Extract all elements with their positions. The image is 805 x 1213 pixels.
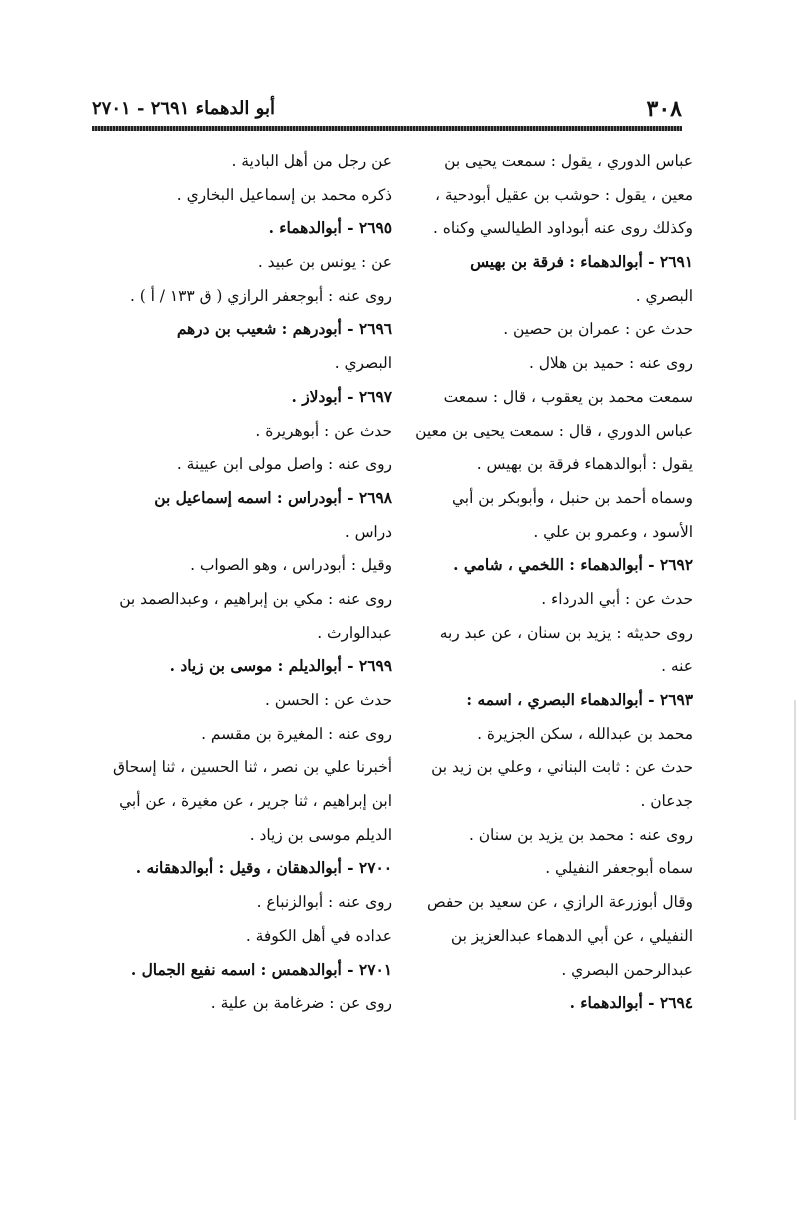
text-line: سماه أبوجعفر النفيلي . [545, 859, 693, 878]
text-line: محمد بن عبدالله ، سكن الجزيرة . [477, 724, 693, 743]
entry-heading: ٢٦٩١ - أبوالدهماء : فرقة بن بهيس [470, 253, 693, 272]
text-line: روى عنه : حميد بن هلال . [528, 354, 693, 373]
entry-heading: ٢٦٩٧ - أبودلاز . [291, 387, 392, 406]
text-line: روى عنه : المغيرة بن مقسم . [201, 724, 392, 743]
entry-heading: ٢٧٠١ - أبوالدهمس : اسمه نفيع الجمال . [130, 960, 392, 979]
text-line: حدث عن : ثابت البناني ، وعلي بن زيد بن [431, 758, 693, 777]
right-text-column [403, 145, 693, 1021]
text-line: عبدالوارث . [317, 623, 392, 642]
text-line: روى عنه : محمد بن يزيد بن سنان . [468, 825, 693, 844]
text-line: البصري . [334, 354, 392, 373]
entry-heading: ٢٦٩٥ - أبوالدهماء . [268, 219, 392, 238]
text-line: روى عنه : أبوالزنباع . [256, 893, 392, 912]
text-line: ذكره محمد بن إسماعيل البخاري . [176, 185, 392, 204]
text-line: روى حديثه : يزيد بن سنان ، عن عبد ربه [439, 623, 693, 642]
text-line: وكذلك روى عنه أبوداود الطيالسي وكناه . [433, 219, 693, 238]
entry-heading: ٢٦٩٢ - أبوالدهماء : اللخمي ، شامي . [453, 556, 693, 575]
page-header [92, 96, 682, 136]
text-line: وسماه أحمد بن حنبل ، وأبوبكر بن أبي [451, 488, 693, 507]
text-line: النفيلي ، عن أبي الدهماء عبدالعزيز بن [450, 926, 693, 945]
text-line: عن : يونس بن عبيد . [257, 253, 392, 272]
text-line: وقيل : أبودراس ، وهو الصواب . [190, 556, 392, 575]
text-line: عباس الدوري ، قال : سمعت يحيى بن معين [415, 421, 693, 440]
entry-heading: ٢٧٠٠ - أبوالدهقان ، وقيل : أبوالدهقانه . [135, 859, 392, 878]
scan-edge-mark [794, 700, 796, 1120]
text-line: ابن إبراهيم ، ثنا جرير ، عن مغيرة ، عن أبي [119, 792, 392, 811]
page-number: ٣٠٨ [646, 96, 682, 122]
text-line: سمعت محمد بن يعقوب ، قال : سمعت [443, 387, 693, 406]
entry-heading: ٢٦٩٣ - أبوالدهماء البصري ، اسمه : [466, 691, 693, 709]
text-line: حدث عن : أبي الدرداء . [541, 589, 693, 608]
text-line: الأسود ، وعمرو بن علي . [533, 522, 693, 541]
text-line: روى عنه : واصل مولى ابن عيينة . [176, 455, 392, 474]
text-line: أخبرنا علي بن نصر ، ثنا الحسين ، ثنا إسحاق [112, 758, 392, 777]
text-line: حدث عن : عمران بن حصين . [503, 320, 693, 339]
text-line: عبدالرحمن البصري . [561, 960, 693, 979]
text-line: عن رجل من أهل البادية . [231, 152, 392, 170]
text-line: الديلم موسى بن زياد . [249, 825, 392, 844]
entry-heading: ٢٦٩٦ - أبودرهم : شعيب بن درهم [176, 320, 392, 339]
text-line: وقال أبوزرعة الرازي ، عن سعيد بن حفص [427, 893, 693, 912]
entry-heading: ٢٦٩٩ - أبوالديلم : موسى بن زياد . [169, 657, 392, 676]
text-line: دراس . [344, 522, 392, 541]
text-line: عنه . [661, 657, 693, 676]
left-text-column [102, 145, 392, 1021]
text-line: معين ، يقول : حوشب بن عقيل أبودحية ، [434, 185, 693, 204]
text-line: روى عنه : مكي بن إبراهيم ، وعبدالصمد بن [119, 589, 392, 608]
text-line: جدعان . [640, 792, 693, 811]
entry-heading: ٢٦٩٤ - أبوالدهماء . [569, 994, 693, 1013]
text-line: عداده في أهل الكوفة . [245, 926, 392, 945]
text-line: روى عنه : أبوجعفر الرازي ( ق ١٣٣ / أ ) . [129, 286, 392, 305]
entry-heading: ٢٦٩٨ - أبودراس : اسمه إسماعيل بن [154, 488, 392, 507]
text-line: البصري . [635, 286, 693, 305]
text-line: يقول : أبوالدهماء فرقة بن بهيس . [476, 455, 693, 474]
text-line: حدث عن : أبوهريرة . [255, 421, 392, 440]
header-rule [92, 126, 682, 131]
text-line: عباس الدوري ، يقول : سمعت يحيى بن [444, 152, 693, 170]
running-title: أبو الدهماء ٢٦٩١ - ٢٧٠١ [92, 98, 275, 119]
text-line: حدث عن : الحسن . [265, 691, 392, 709]
text-line: روى عن : ضرغامة بن علية . [210, 994, 392, 1013]
